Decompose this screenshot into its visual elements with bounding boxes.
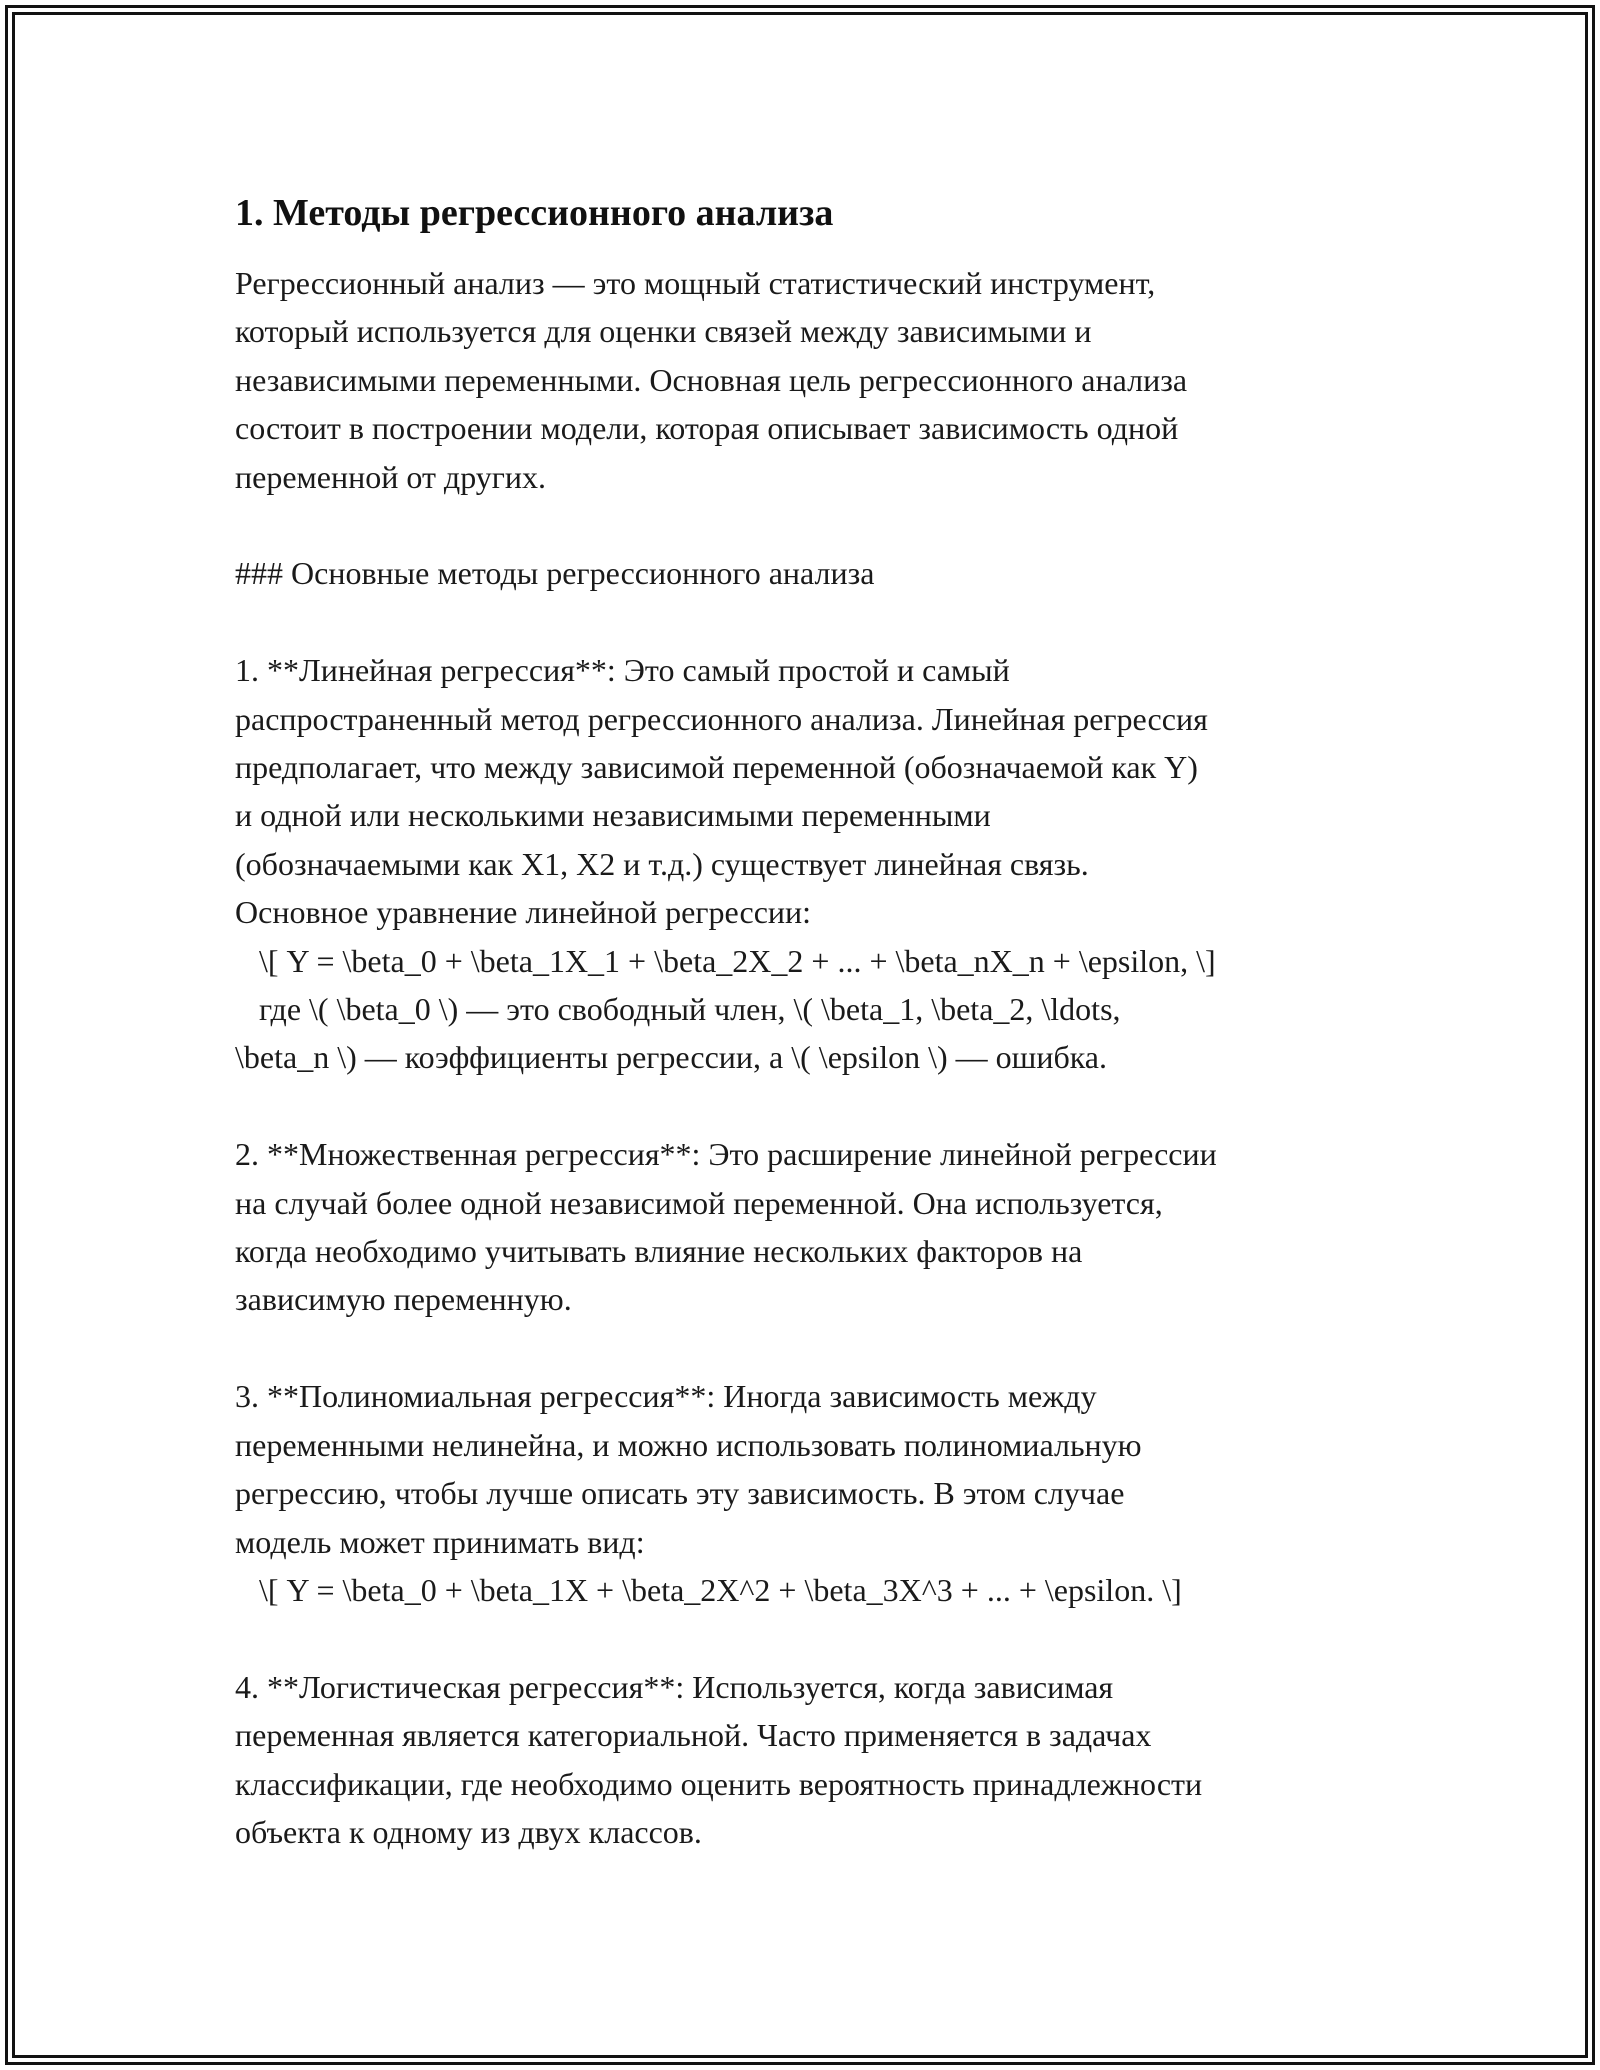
method-item-logistic: 4. **Логистическая регрессия**: Используется, когда зависимая переменная является категориальной. Часто применяется в задачах классификации, где необходимо оценить вероятность принадлежности объекта к одному из двух классов. xyxy=(235,1668,1203,1850)
method-item-multiple: 2. **Множественная регрессия**: Это расширение линейной регрессии на случай более одной независимой переменной. Она используется, когда необходимо учитывать влияние нескольких факторов на зависимую переменную. xyxy=(235,1136,1217,1318)
spacer xyxy=(235,1614,1395,1662)
method-item-polynomial: 3. **Полиномиальная регрессия**: Иногда зависимость между переменными нелинейна, и можно использовать полиномиальную регрессию, чтобы лучше описать эту зависимость. В этом случае модель может принимать вид: \[ Y = \beta_0 + \beta_1X + \beta_2X^2 + \beta_3X^3 + ... + \epsilon. \] xyxy=(235,1378,1182,1608)
section-title: 1. Методы регрессионного анализа xyxy=(235,192,834,234)
document-body xyxy=(235,185,1395,1856)
spacer xyxy=(235,501,1395,549)
spacer xyxy=(235,598,1395,646)
spacer xyxy=(235,1324,1395,1372)
spacer xyxy=(235,1082,1395,1130)
methods-subheading: ### Основные методы регрессионного анализа xyxy=(235,555,875,592)
intro-paragraph: Регрессионный анализ — это мощный статистический инструмент, который используется для оценки связей между зависимыми и независимыми переменными. Основная цель регрессионного анализа состоит в построении модели, которая описывает зависимость одной переменной от других. xyxy=(235,265,1188,495)
method-item-linear: 1. **Линейная регрессия**: Это самый простой и самый распространенный метод регрессионного анализа. Линейная регрессия предполагает, что между зависимой переменной (обозначаемой как Y) и одной или несколькими независимыми переменными (обозначаемыми как X1, X2 и т.д.) существует линейная связь. Основное уравнение линейной регрессии: \[ Y = \beta_0 + \beta_1X_1 + \beta_2X_2 + ... + \beta_nX_n + \epsilon, \] где \( \beta_0 \) — это свободный член, \( \beta_1, \beta_2, \ldots, \beta_n \) — коэффициенты регрессии, а \( \epsilon \) — ошибка. xyxy=(235,652,1216,1076)
